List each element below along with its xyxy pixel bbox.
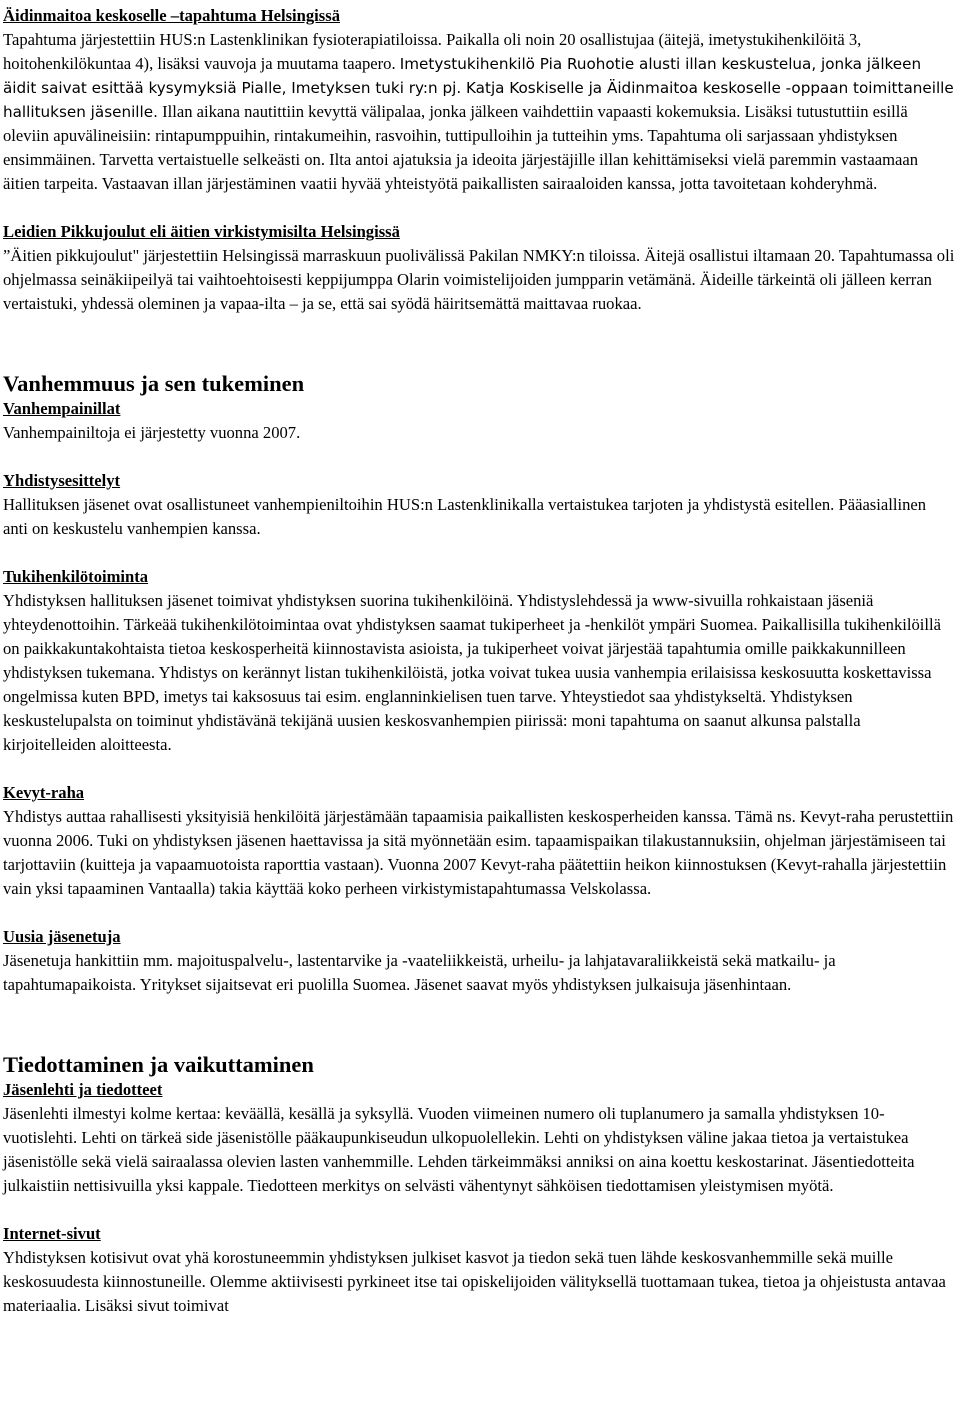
spacer: [3, 901, 955, 925]
paragraph-aidinmaitoa-part-d: Lisäksi tutustuttiin esillä oleviin apuvälineisiin: rintapumppuihin, rintakumeihin, rasvoihin, tuttipulloihin ja tutteihin yms. Tapahtuma oli sarjassaan yhdistyksen ensimmäinen. Tarvetta vertaistuelle selkeästi on. Ilta antoi ajatuksia ja ideoita järjestäjille illan kehittämiseksi vielä paremmin vastaamaan äitien tarpeita. Vastaavan illan järjestäminen vaatii hyvää yhteistyötä paikallisten sairaaloiden kanssa, jotta tavoitetaan kohderyhmä.: [3, 102, 919, 193]
heading-jasenlehti: Jäsenlehti ja tiedotteet: [3, 1080, 163, 1099]
paragraph-jasenlehti: Jäsenlehti ilmestyi kolme kertaa: keväällä, kesällä ja syksyllä. Vuoden viimeinen numero oli tuplanumero ja samalla yhdistyksen 10-vuotislehti. Lehti on tärkeä side jäsenistölle pääkaupunkiseudun ulkopuolellekin. Lehti on yhdistyksen väline jakaa tietoa ja vertaistukea jäsenistölle sekä vielä sairaalassa olevien lasten vanhemmille. Lehden tärkeimmäksi anniksi on aina koettu keskostarinat. Jäsentiedotteita julkaistiin nettisivuilla yksi kappale. Tiedotteen merkitys on selvästi vähentynyt sähköisen tiedottamisen yleistymisen myötä.: [3, 1104, 915, 1195]
paragraph-vanhempainillat: Vanhempainiltoja ei järjestetty vuonna 2007.: [3, 423, 301, 442]
spacer: [3, 445, 955, 469]
spacer: [3, 196, 955, 220]
heading-internet-sivut: Internet-sivut: [3, 1224, 101, 1243]
document-page: [3, 4, 955, 1318]
spacer: [3, 997, 955, 1045]
heading-aidinmaitoa-event: Äidinmaitoa keskoselle –tapahtuma Helsingissä: [3, 6, 340, 25]
paragraph-yhdistysesittelyt: Hallituksen jäsenet ovat osallistuneet vanhempieniltoihin HUS:n Lastenklinikalla vertaistukea tarjoten ja yhdistystä esitellen. Pääasiallinen anti on keskustelu vanhempien kanssa.: [3, 495, 927, 538]
spacer: [3, 316, 955, 364]
paragraph-tukihenkilotoiminta: Yhdistyksen hallituksen jäsenet toimivat yhdistyksen suorina tukihenkilöinä. Yhdistyslehdessä ja www-sivuilla rohkaistaan jäseniä yhteydenottoihin. Tärkeää tukihenkilötoimintaa ovat yhdistyksen saamat tukiperheet ja -henkilöt ympäri Suomea. Paikallisilla tukihenkilöillä on paikkakuntakohtaista tietoa keskosperheitä kiinnostavista asioista, ja tukiperheet voivat järjestää tapahtumia omille paikkakunnilleen yhdistyksen tukemana. Yhdistys on kerännyt listan tukihenkilöistä, jotka voivat tukea uusia vanhempia erilaisissa keskosuutta koskettavissa ongelmissa kuten BPD, imetys tai kaksosuus tai esim. englanninkielisen tuen tarve. Yhteystiedot saa yhdistykseltä. Yhdistyksen keskustelupalsta on toiminut yhdistävänä tekijänä uusien keskosvanhempien piirissä: moni tapahtuma on saanut alkunsa palstalla kirjoitelleiden aloitteesta.: [3, 591, 941, 754]
paragraph-aidinmaitoa-part-c: Illan aikana nautittiin kevyttä välipalaa, jonka jälkeen vaihdettiin vapaasti kokemuksia.: [162, 102, 741, 121]
heading-uusia-jasenetuja: Uusia jäsenetuja: [3, 927, 121, 946]
spacer: [3, 1198, 955, 1222]
paragraph-kevyt-raha: Yhdistys auttaa rahallisesti yksityisiä henkilöitä järjestämään tapaamisia paikallisten keskosperheiden kanssa. Tämä ns. Kevyt-raha perustettiin vuonna 2006. Tuki on yhdistyksen jäsenen haettavissa ja sitä myönnetään esim. tapaamispaikan tilakustannuksiin, ohjelman järjestämiseen tai tarjottaviin (kuitteja ja vapaamuotoista raporttia vastaan). Vuonna 2007 Kevyt-raha päätettiin heikon kiinnostuksen (Kevyt-rahalla järjestettiin vain yksi tapaaminen Vantaalla) takia käyttää koko perheen virkistymistapahtumassa Velskolassa.: [3, 807, 954, 898]
heading-kevyt-raha: Kevyt-raha: [3, 783, 85, 802]
spacer: [3, 541, 955, 565]
paragraph-aidinmaitoa-event: [3, 28, 955, 196]
paragraph-internet-sivut: Yhdistyksen kotisivut ovat yhä korostuneemmin yhdistyksen julkiset kasvot ja tiedon sekä tuen lähde keskosvanhemmille sekä muille keskosuudesta kiinnostuneille. Olemme aktiivisesti pyrkineet itse tai opiskelijoiden välityksellä tuottamaan tukea, tietoa ja ohjeistusta antavaa materiaalia. Lisäksi sivut toimivat: [3, 1248, 946, 1315]
paragraph-pikkujoulut: ”Äitien pikkujoulut" järjestettiin Helsingissä marraskuun puolivälissä Pakilan NMKY:n tiloissa. Äitejä osallistui iltamaan 20. Tapahtumassa oli ohjelmassa seinäkiipeilyä tai vaihtoehtoisesti keppijumppa Olarin voimistelijoiden jumpparin vetämänä. Äideille tärkeintä oli jälleen kerran vertaistuki, yhdessä oleminen ja vapaa-ilta – ja se, että sai syödä häiritsemättä maittavaa ruokaa.: [3, 246, 955, 313]
heading-tukihenkilotoiminta: Tukihenkilötoiminta: [3, 567, 149, 586]
section-title-tiedottaminen: Tiedottaminen ja vaikuttaminen: [3, 1052, 314, 1077]
paragraph-aidinmaitoa-part-a: Tapahtuma järjestettiin HUS:n Lastenklinikan fysioterapiatiloissa. Paikalla oli noin 20 osallistujaa (äitejä, imetystukihenkilöitä 3, hoitohenkilökuntaa 4), lisäksi vauvoja ja muutama taapero.: [3, 30, 862, 73]
paragraph-uusia-jasenetuja: Jäsenetuja hankittiin mm. majoituspalvelu-, lastentarvike ja -vaateliikkeistä, urheilu- ja lahjatavaraliikkeistä sekä matkailu- ja tapahtumapaikoista. Yritykset sijaitsevat eri puolilla Suomea. Jäsenet saavat myös yhdistyksen julkaisuja jäsenhintaan.: [3, 951, 836, 994]
spacer: [3, 757, 955, 781]
section-title-vanhemmuus: Vanhemmuus ja sen tukeminen: [3, 371, 305, 396]
heading-vanhempainillat: Vanhempainillat: [3, 399, 121, 418]
heading-yhdistysesittelyt: Yhdistysesittelyt: [3, 471, 121, 490]
heading-pikkujoulut: Leidien Pikkujoulut eli äitien virkistymisilta Helsingissä: [3, 222, 400, 241]
paragraph-aidinmaitoa-part-b: Imetystukihenkilö Pia Ruohotie alusti illan keskustelua, jonka jälkeen äidit saivat esittää kysymyksiä Pialle, Imetyksen tuki ry:n pj. Katja Koskiselle ja Äidinmaitoa keskoselle -oppaan toimittaneille hallituksen jäsenille.: [3, 55, 954, 121]
